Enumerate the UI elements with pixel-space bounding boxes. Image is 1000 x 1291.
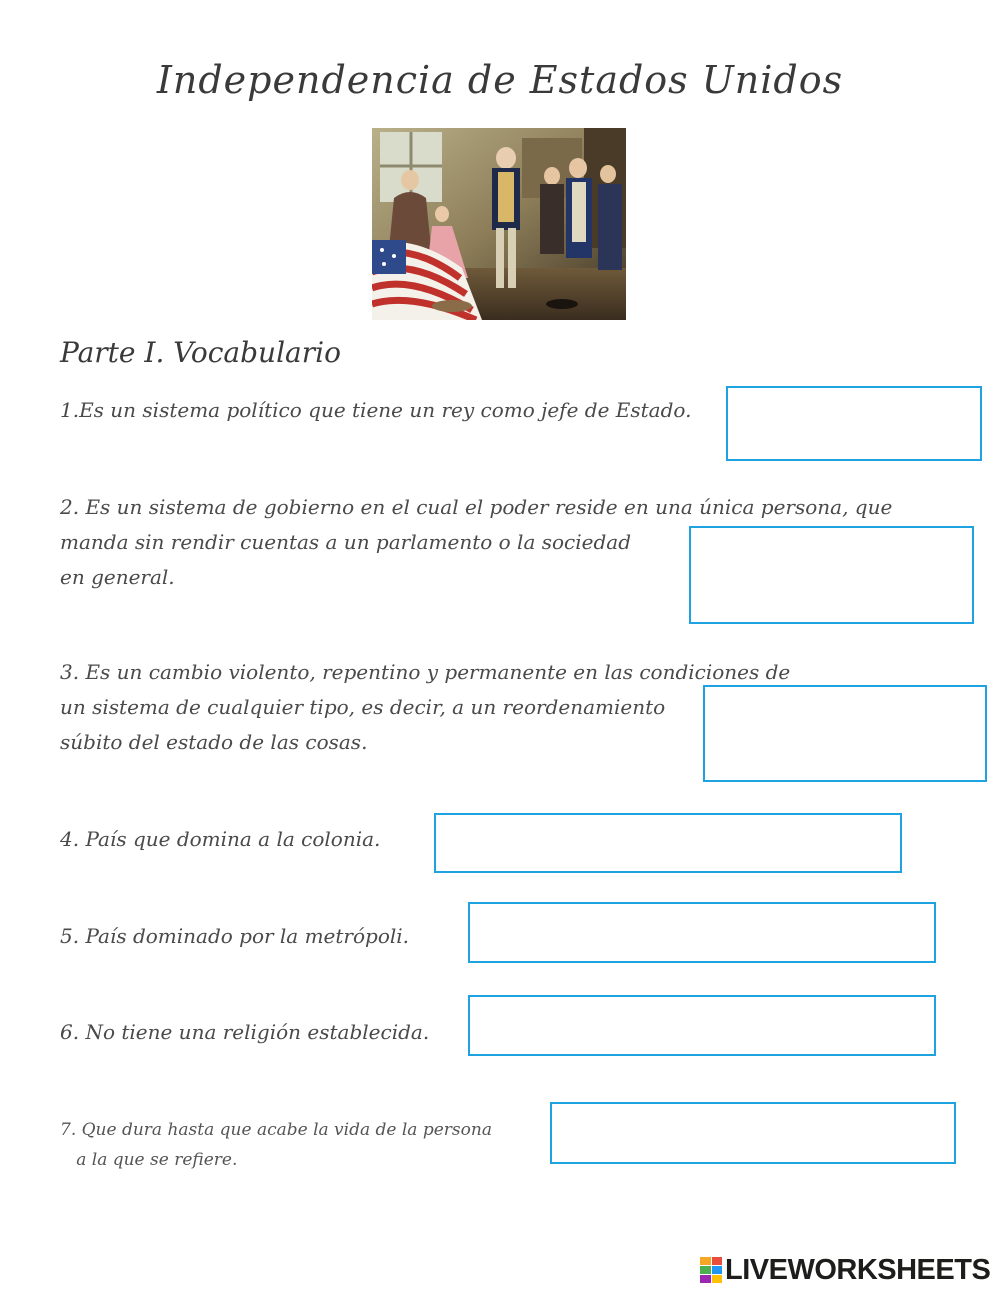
liveworksheets-icon: [700, 1257, 722, 1283]
question-6-line-1: 6. No tiene una religión establecida.: [60, 1020, 430, 1044]
question-3-line-2: un sistema de cualquier tipo, es decir, a un reordenamiento: [60, 695, 666, 719]
question-7-line-2: a la que se refiere.: [60, 1150, 238, 1170]
liveworksheets-logo: [700, 1254, 990, 1286]
answer-input-2[interactable]: [689, 526, 974, 624]
question-7-line-1: 7. Que dura hasta que acabe la vida de la persona: [60, 1120, 492, 1140]
logo-square-2: [712, 1257, 723, 1265]
answer-input-4[interactable]: [434, 813, 902, 873]
question-4-line-1: 4. País que domina a la colonia.: [60, 827, 381, 851]
logo-square-3: [700, 1266, 711, 1274]
painting-illustration: [372, 128, 626, 320]
liveworksheets-text: LIVEWORKSHEETS: [725, 1253, 991, 1286]
question-2-line-2: manda sin rendir cuentas a un parlamento o la sociedad: [60, 530, 631, 554]
question-2-line-3: en general.: [60, 565, 175, 589]
answer-input-6[interactable]: [468, 995, 936, 1056]
question-3-line-1: 3. Es un cambio violento, repentino y permanente en las condiciones de: [60, 660, 791, 684]
answer-input-5[interactable]: [468, 902, 936, 963]
section-title: Parte I. Vocabulario: [60, 336, 341, 369]
question-3: [60, 655, 790, 760]
logo-square-6: [712, 1275, 723, 1283]
question-6: [60, 1015, 429, 1050]
answer-input-1[interactable]: [726, 386, 982, 461]
question-1-line-1: 1.Es un sistema político que tiene un rey como jefe de Estado.: [60, 398, 692, 422]
question-5: [60, 919, 409, 954]
question-1: [60, 393, 691, 428]
logo-square-1: [700, 1257, 711, 1265]
logo-square-4: [712, 1266, 723, 1274]
question-5-line-1: 5. País dominado por la metrópoli.: [60, 924, 410, 948]
painting-image: [372, 128, 626, 320]
question-3-line-3: súbito del estado de las cosas.: [60, 730, 368, 754]
question-7: [60, 1115, 492, 1175]
question-2-line-1: 2. Es un sistema de gobierno en el cual el poder reside en una única persona, que: [60, 495, 893, 519]
answer-input-7[interactable]: [550, 1102, 956, 1164]
answer-input-3[interactable]: [703, 685, 987, 782]
logo-square-5: [700, 1275, 711, 1283]
question-4: [60, 822, 380, 857]
page-title: Independencia de Estados Unidos: [156, 58, 844, 102]
